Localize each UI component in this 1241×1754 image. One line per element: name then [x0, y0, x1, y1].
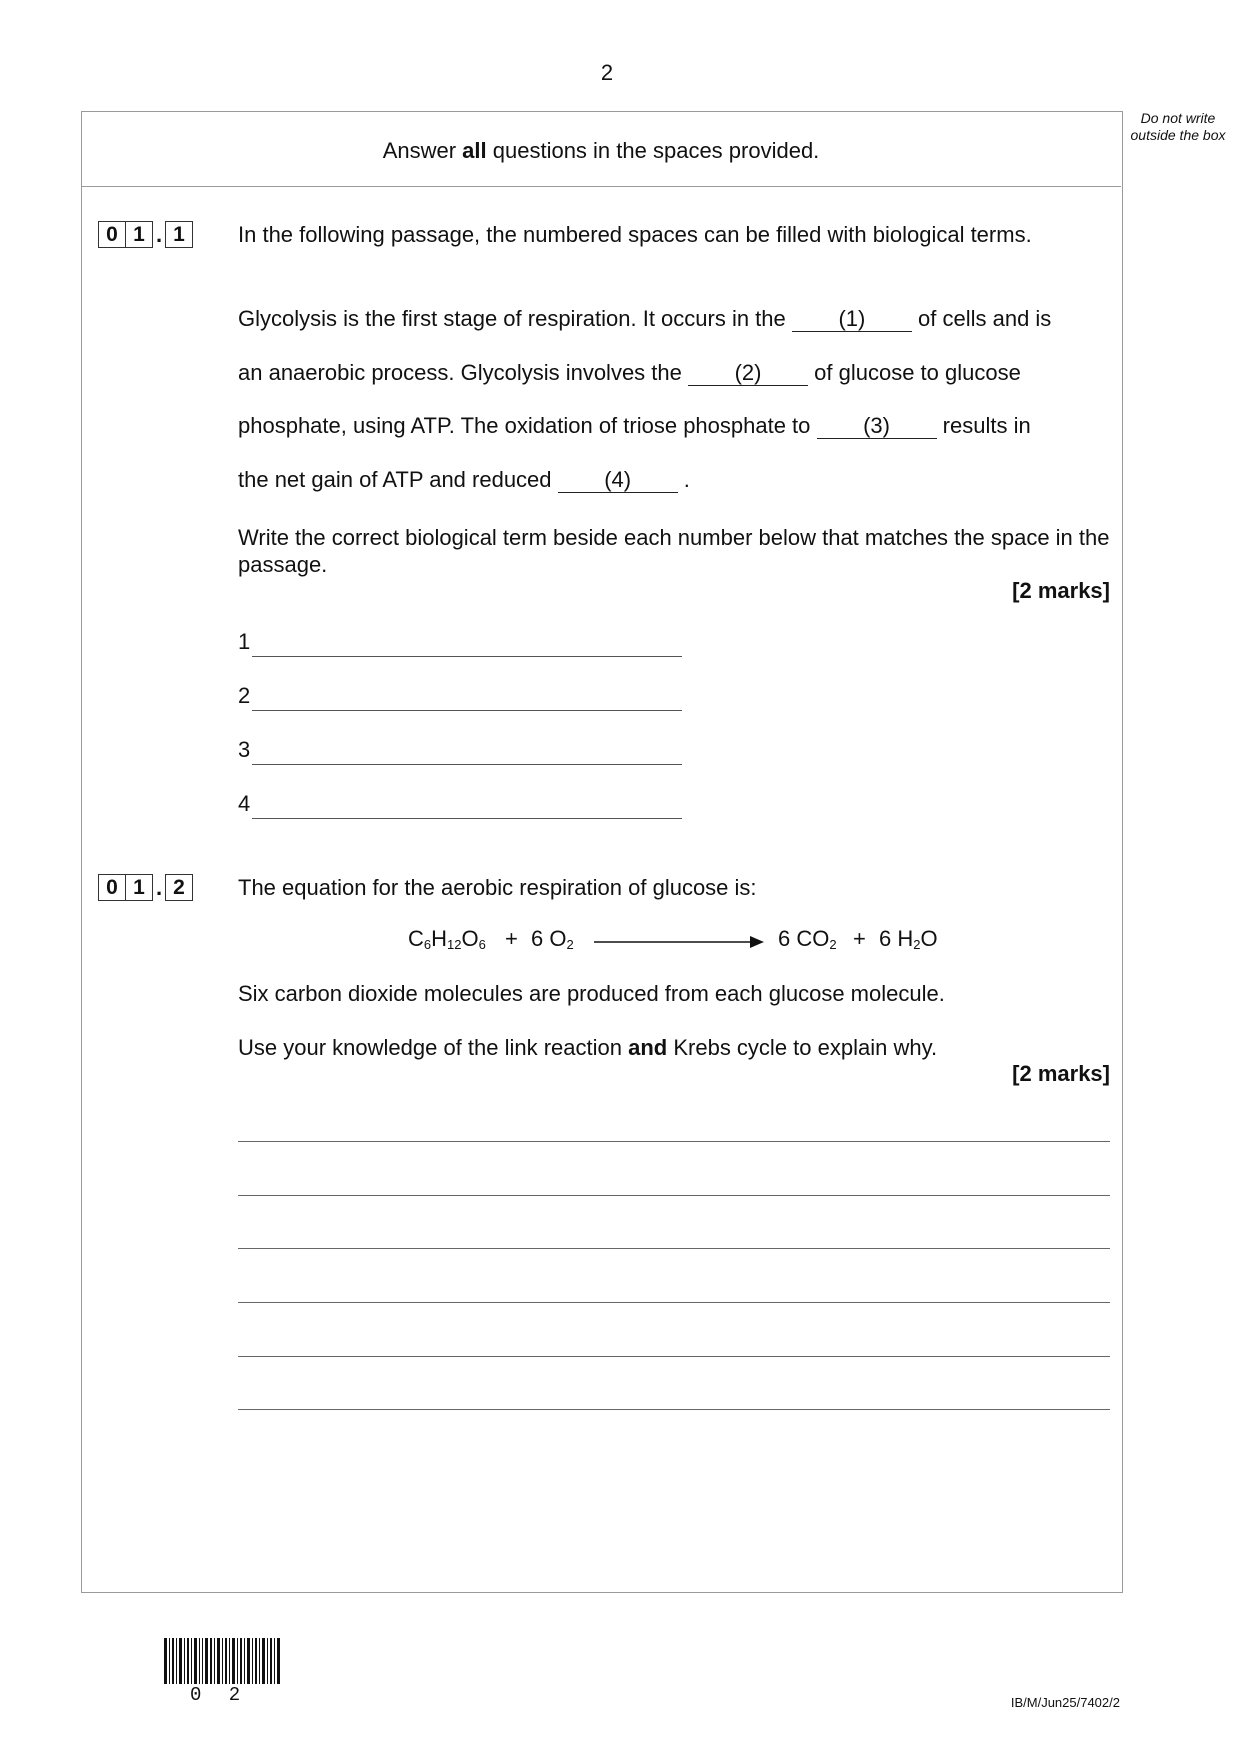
question-digit: 1 [165, 221, 193, 248]
margin-note: Do not write outside the box [1130, 110, 1226, 143]
question-digit: 0 [98, 221, 126, 248]
general-instruction: Answer all questions in the spaces provided. [382, 138, 820, 163]
answer-line[interactable] [252, 710, 682, 711]
answer-box-border [81, 111, 1123, 1593]
q011-marks: [2 marks] [1012, 578, 1110, 603]
gap-1: (1) [792, 307, 912, 332]
prompt-emphasis: and [628, 1035, 668, 1060]
plus-sign: + [853, 926, 866, 951]
answer-number: 1 [238, 629, 251, 654]
question-digit: 1 [126, 874, 153, 901]
q012-intro: The equation for the aerobic respiration of glucose is: [238, 875, 757, 900]
barcode-icon [164, 1638, 282, 1684]
question-number-01-2 [98, 874, 193, 901]
barcode-number: 0 2 [190, 1684, 249, 1706]
answer-row-3[interactable] [238, 735, 682, 765]
q012-statement: Six carbon dioxide molecules are produced from each glucose molecule. [238, 981, 945, 1006]
glucose-formula: $C_6H_{12}O_6$ [408, 926, 486, 952]
question-dot: . [155, 874, 163, 900]
answer-number: 2 [238, 683, 251, 708]
answer-row-1[interactable] [238, 627, 682, 657]
answer-row-4[interactable] [238, 789, 682, 819]
answer-number: 3 [238, 737, 251, 762]
question-digit: 2 [165, 874, 193, 901]
answer-line[interactable] [238, 1409, 1110, 1410]
carbon-dioxide-formula: 6 $CO_2$ [778, 926, 837, 952]
plus-sign: + [505, 926, 518, 951]
passage-line-3: phosphate, using ATP. The oxidation of triose phosphate to (3) results in [238, 413, 1031, 438]
question-digit: 1 [126, 221, 153, 248]
answer-line[interactable] [238, 1356, 1110, 1357]
question-digit: 0 [98, 874, 126, 901]
answer-line[interactable] [252, 764, 682, 765]
answer-line[interactable] [252, 818, 682, 819]
respiration-equation [408, 926, 968, 956]
q012-marks: [2 marks] [1012, 1061, 1110, 1086]
passage-line-1: Glycolysis is the first stage of respiration. It occurs in the (1) of cells and is [238, 306, 1052, 331]
answer-number: 4 [238, 791, 251, 816]
gap-2: (2) [688, 361, 808, 386]
paper-reference: IB/M/Jun25/7402/2 [1010, 1695, 1120, 1710]
answer-line[interactable] [238, 1195, 1110, 1196]
answer-line[interactable] [238, 1141, 1110, 1142]
q012-prompt: Use your knowledge of the link reaction and Krebs cycle to explain why. [238, 1035, 938, 1060]
passage-line-2: an anaerobic process. Glycolysis involves the (2) of glucose to glucose [238, 360, 1021, 385]
reaction-arrow-icon [594, 935, 764, 949]
gap-3: (3) [817, 414, 937, 439]
answer-line[interactable] [238, 1302, 1110, 1303]
gap-4: (4) [558, 468, 678, 493]
answer-row-2[interactable] [238, 681, 682, 711]
water-formula: 6 $H_2O$ [879, 926, 938, 952]
instruction-emphasis: all [462, 138, 487, 163]
answer-line[interactable] [252, 656, 682, 657]
page-number: 2 [600, 60, 614, 85]
answer-line[interactable] [238, 1248, 1110, 1249]
question-dot: . [155, 221, 163, 247]
passage-line-4: the net gain of ATP and reduced (4) . [238, 467, 690, 492]
question-number-01-1 [98, 221, 193, 248]
q011-instruction: Write the correct biological term beside each number below that matches the space in the passage. [238, 525, 1110, 577]
q011-intro: In the following passage, the numbered spaces can be filled with biological terms. [238, 222, 1032, 247]
oxygen-formula: 6 $O_2$ [531, 926, 574, 952]
